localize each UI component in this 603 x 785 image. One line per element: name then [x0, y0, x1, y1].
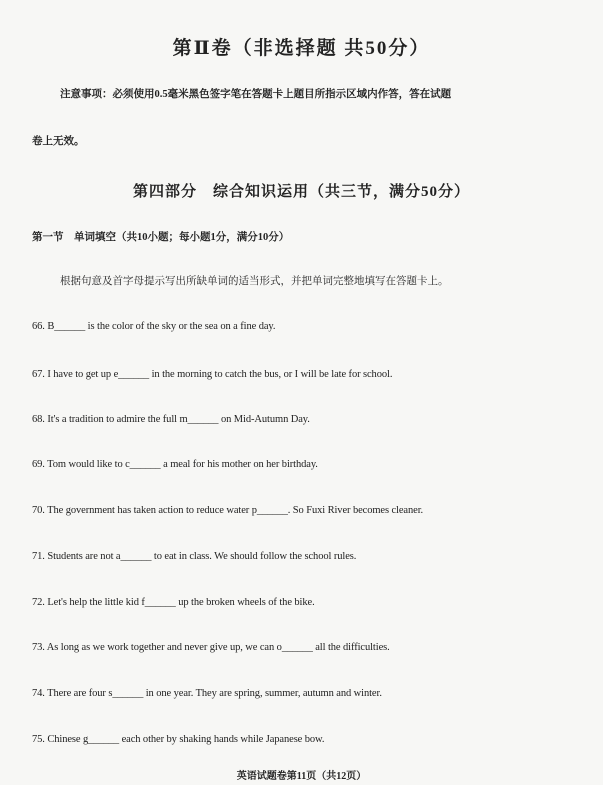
- question-72: 72. Let's help the little kid f______ up the broken wheels of the bike.: [32, 597, 315, 608]
- section-title: 第一节 单词填空（共10小题；每小题1分，满分10分）: [32, 232, 290, 243]
- question-68: 68. It's a tradition to admire the full m______ on Mid-Autumn Day.: [32, 414, 310, 425]
- page-footer: 英语试题卷第11页（共12页）: [236, 771, 367, 782]
- notice-line-1: 注意事项：必须使用0.5毫米黑色签字笔在答题卡上题目所指示区域内作答，答在试题: [60, 89, 452, 100]
- question-69: 69. Tom would like to c______ a meal for his mother on her birthday.: [32, 459, 318, 470]
- question-74: 74. There are four s______ in one year. They are spring, summer, autumn and winter.: [32, 688, 382, 699]
- question-75: 75. Chinese g______ each other by shaking hands while Japanese bow.: [32, 734, 325, 745]
- question-71: 71. Students are not a______ to eat in class. We should follow the school rules.: [32, 551, 357, 562]
- part-title: 第四部分 综合知识运用（共三节，满分50分）: [132, 184, 470, 200]
- question-67: 67. I have to get up e______ in the morning to catch the bus, or I will be late for school.: [32, 369, 393, 380]
- paper-title: 第Ⅱ卷（非选择题 共50分）: [172, 38, 431, 59]
- instruction: 根据句意及首字母提示写出所缺单词的适当形式，并把单词完整地填写在答题卡上。: [60, 276, 449, 287]
- question-73: 73. As long as we work together and never give up, we can o______ all the difficulties.: [32, 642, 390, 653]
- question-70: 70. The government has taken action to reduce water p______. So Fuxi River becomes cleaner.: [32, 505, 424, 516]
- question-66: 66. B______ is the color of the sky or the sea on a fine day.: [32, 321, 276, 332]
- notice-line-2: 卷上无效。: [32, 136, 85, 147]
